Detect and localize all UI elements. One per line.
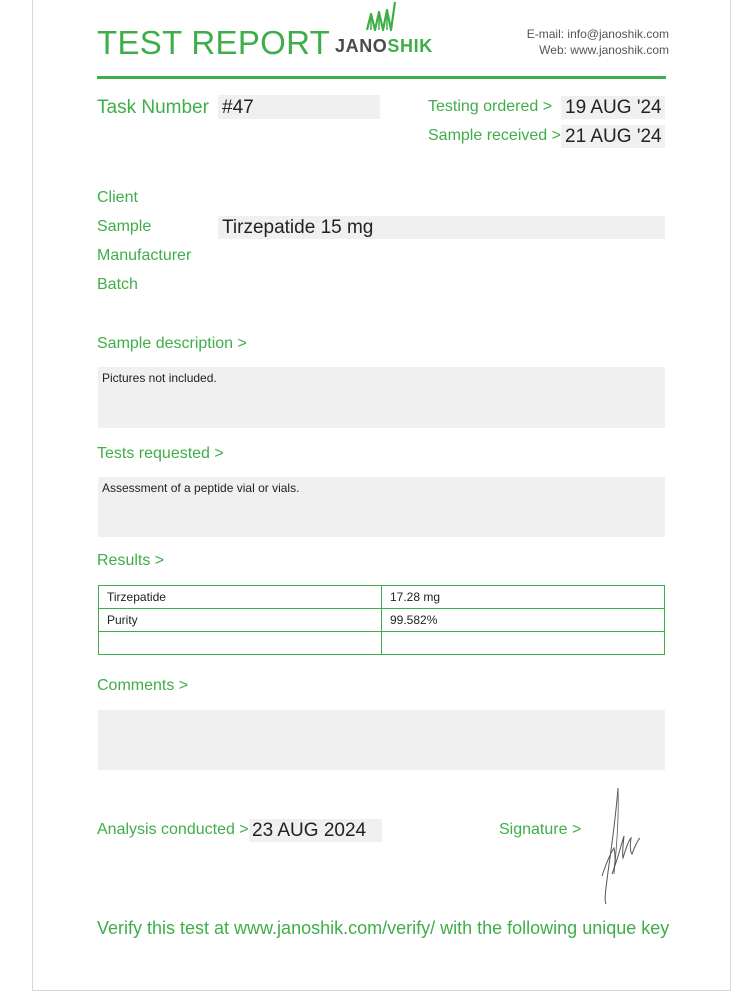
table-row <box>99 632 665 655</box>
results-label: Results > <box>97 552 165 569</box>
client-label: Client <box>97 189 138 206</box>
result-name-cell: Purity <box>99 609 382 632</box>
result-value-cell: 17.28 mg <box>382 586 665 609</box>
result-name-cell: Tirzepatide <box>99 586 382 609</box>
sample-received-label: Sample received > <box>428 127 561 144</box>
result-name-cell <box>99 632 382 655</box>
sample-received-value: 21 AUG '24 <box>565 126 662 147</box>
janoshik-logo: JANOSHIK <box>335 36 433 56</box>
result-value-cell <box>382 632 665 655</box>
results-table <box>98 585 665 655</box>
sample-description-text: Pictures not included. <box>102 371 217 385</box>
contact-email: E-mail: info@janoshik.com <box>526 27 669 41</box>
signature-image <box>596 784 648 908</box>
contact-web: Web: www.janoshik.com <box>539 43 669 57</box>
verify-text: Verify this test at www.janoshik.com/verify/ with the following unique key <box>97 918 670 938</box>
report-title: TEST REPORT <box>97 24 331 61</box>
signature-label: Signature > <box>499 821 582 838</box>
comments-label: Comments > <box>97 677 189 694</box>
result-value-cell: 99.582% <box>382 609 665 632</box>
sample-value: Tirzepatide 15 mg <box>222 217 374 238</box>
analysis-conducted-value: 23 AUG 2024 <box>252 820 367 841</box>
comments-box <box>98 710 665 770</box>
header-divider <box>97 76 666 79</box>
table-row <box>99 609 665 632</box>
tests-requested-label: Tests requested > <box>97 445 224 462</box>
testing-ordered-value: 19 AUG '24 <box>565 97 662 118</box>
testing-ordered-label: Testing ordered > <box>428 98 553 115</box>
tests-requested-text: Assessment of a peptide vial or vials. <box>102 481 300 495</box>
sample-label: Sample <box>97 218 152 235</box>
analysis-conducted-label: Analysis conducted > <box>97 821 249 838</box>
task-number-label: Task Number <box>97 97 209 118</box>
batch-label: Batch <box>97 276 138 293</box>
janoshik-logo-icon <box>365 0 405 34</box>
manufacturer-label: Manufacturer <box>97 247 192 264</box>
task-number-value: #47 <box>222 97 254 118</box>
sample-description-label: Sample description > <box>97 335 247 352</box>
table-row <box>99 586 665 609</box>
